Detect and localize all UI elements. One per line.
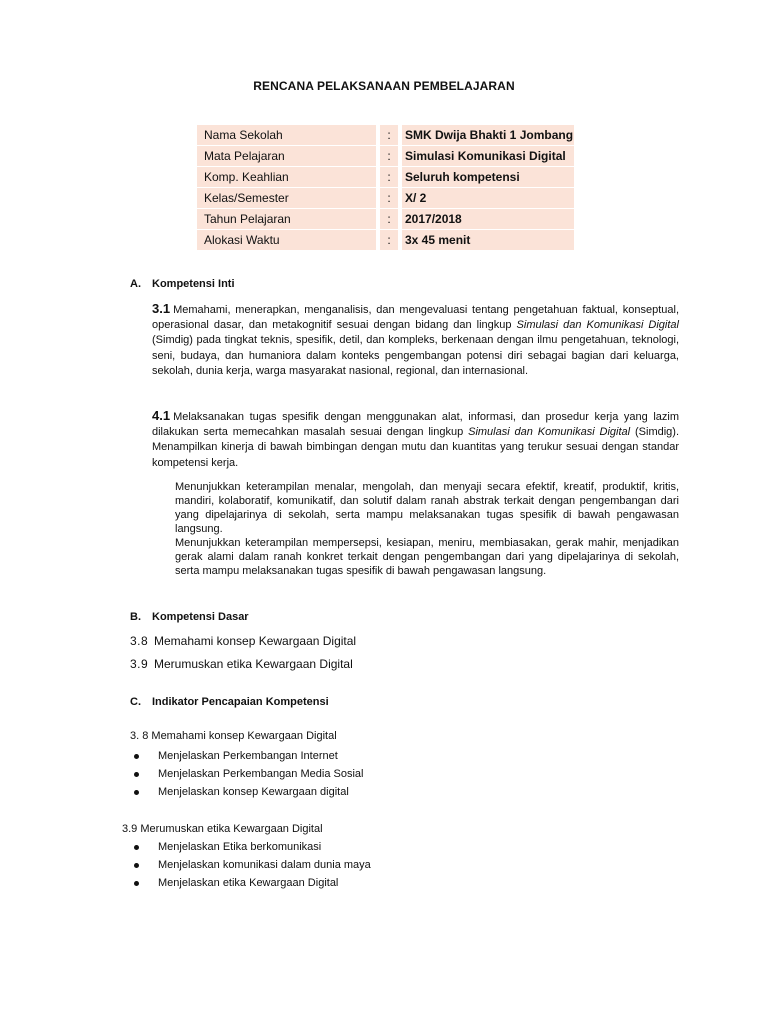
ki-paragraph-1: Menunjukkan keterampilan menalar, mengolah, dan menyaji secara efektif, kreatif, produktif, kritis, mandiri, kolaboratif, komunikatif, dan solutif dalam ranah abstrak terkait dengan pengembangan dari yang dipelajarinya di sekolah, serta mampu melaksanakan tugas spesifik di bawah pengawasan langsung. [175,481,679,535]
table-row [197,230,574,250]
kd-number: 3.8 [130,634,149,648]
indicator-list [130,838,371,892]
section-a-heading [130,278,235,290]
section-title: Kompetensi Dasar [152,611,249,623]
kd-text: Merumuskan etika Kewargaan Digital [154,657,353,671]
kd-item [130,634,356,648]
ki-number: 4.1 [152,408,171,423]
table-row [197,125,574,145]
info-value: Simulasi Komunikasi Digital [402,146,574,166]
section-c-heading [130,696,329,708]
info-value: X/ 2 [402,188,574,208]
ki-paragraph-2: Menunjukkan keterampilan mempersepsi, kesiapan, meniru, membiasakan, gerak mahir, menjadikan gerak alami dalam ranah konkret terkait dengan pengembangan dari yang dipelajarinya di sekolah, serta mampu melaksanakan tugas spesifik di bawah pengawasan langsung. [175,537,679,577]
table-row [197,146,574,166]
kd-text: Memahami konsep Kewargaan Digital [154,634,357,648]
list-item: Menjelaskan komunikasi dalam dunia maya [130,856,371,874]
list-item: Menjelaskan etika Kewargaan Digital [130,874,371,892]
kd-item [130,657,353,671]
section-b-heading [130,611,249,623]
indicator-list [130,747,363,801]
info-colon: : [380,230,398,250]
section-letter: B. [130,611,141,623]
info-colon: : [380,125,398,145]
kd-number: 3.9 [130,657,149,671]
section-letter: C. [130,696,141,708]
document-title: RENCANA PELAKSANAAN PEMBELAJARAN [253,79,515,93]
table-row [197,167,574,187]
info-label: Alokasi Waktu [197,230,376,250]
info-table [197,124,574,251]
section-letter: A. [130,278,141,290]
info-value: 3x 45 menit [402,230,574,250]
list-item: Menjelaskan Etika berkomunikasi [130,838,371,856]
indicator-group-title: 3. 8 Memahami konsep Kewargaan Digital [130,730,337,742]
ki-number: 3.1 [152,301,171,316]
info-value: SMK Dwija Bhakti 1 Jombang [402,125,574,145]
info-label: Nama Sekolah [197,125,376,145]
info-label: Kelas/Semester [197,188,376,208]
section-title: Indikator Pencapaian Kompetensi [152,696,329,708]
ki-4-1 [152,408,679,471]
ki-3-1 [152,301,679,379]
info-value: 2017/2018 [402,209,574,229]
info-colon: : [380,146,398,166]
info-colon: : [380,167,398,187]
indicator-group-title: 3.9 Merumuskan etika Kewargaan Digital [122,823,323,835]
info-value: Seluruh kompetensi [402,167,574,187]
info-colon: : [380,188,398,208]
list-item: Menjelaskan Perkembangan Media Sosial [130,765,363,783]
ki-text: Memahami, menerapkan, menganalisis, dan mengevaluasi tentang pengetahuan faktual, konseptual, operasional dasar, dan metakognitif sesuai dengan bidang dan lingkup Simulasi dan Komunikasi Digital (Simdig) pada tingkat teknis, spesifik, detil, dan kompleks, berkenaan dengan ilmu pengetahuan, teknologi, seni, budaya, dan humaniora dalam konteks pengembangan potensi diri sebagai bagian dari keluarga, sekolah, dunia kerja, warga masyarakat nasional, regional, dan internasional. [152,304,679,377]
info-label: Tahun Pelajaran [197,209,376,229]
list-item: Menjelaskan konsep Kewargaan digital [130,783,363,801]
section-title: Kompetensi Inti [152,278,235,290]
info-label: Komp. Keahlian [197,167,376,187]
table-row [197,188,574,208]
ki-text: Melaksanakan tugas spesifik dengan menggunakan alat, informasi, dan prosedur kerja yang lazim dilakukan serta memecahkan masalah sesuai dengan lingkup Simulasi dan Komunikasi Digital (Simdig). Menampilkan kinerja di bawah bimbingan dengan mutu dan kuantitas yang terukur sesuai dengan standar kompetensi kerja. [152,411,680,469]
info-label: Mata Pelajaran [197,146,376,166]
info-colon: : [380,209,398,229]
table-row [197,209,574,229]
list-item: Menjelaskan Perkembangan Internet [130,747,363,765]
